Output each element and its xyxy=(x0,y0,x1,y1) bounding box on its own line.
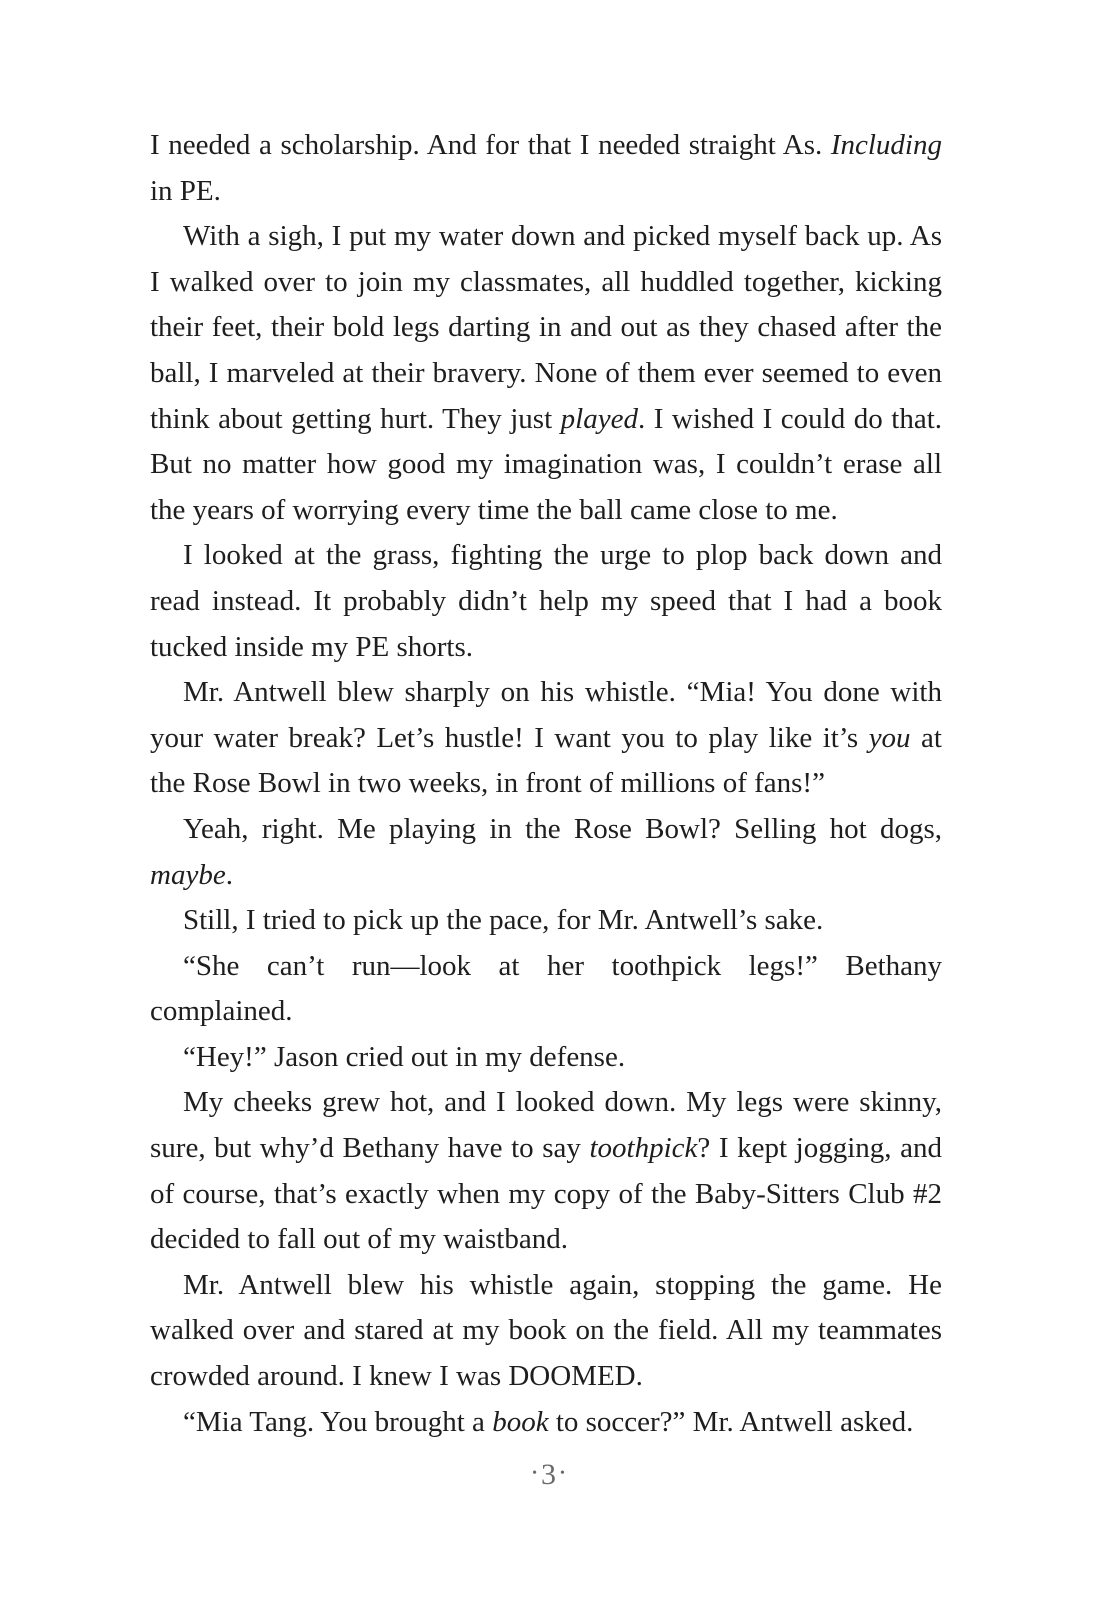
text-run: in PE. xyxy=(150,174,221,207)
paragraph xyxy=(150,1035,942,1081)
text-run: “Mia Tang. You brought a xyxy=(183,1405,493,1438)
paragraph xyxy=(150,123,942,214)
paragraph xyxy=(150,807,942,898)
text-run: at the Rose Bowl in two weeks, in front of millions of fans!” xyxy=(150,721,942,800)
text-run: I needed a scholarship. And for that I needed straight As. xyxy=(150,129,831,161)
text-run: Mr. Antwell blew his whistle again, stopping the game. He walked over and stared at my book on the field. All my teammates crowded around. I knew I was DOOMED. xyxy=(150,1268,942,1393)
page-number: 3 xyxy=(541,1458,560,1491)
paragraph xyxy=(150,898,942,944)
page-number-footer xyxy=(0,1458,1101,1492)
italic-text: toothpick xyxy=(589,1132,698,1165)
text-run: . I wished I could do that. But no matter how good my imagination was, I couldn’t erase all the years of worrying every time the ball came close to me. xyxy=(150,402,942,526)
text-run: I looked at the grass, fighting the urge to plop back down and read instead. It probably didn’t help my speed that I had a book tucked inside my PE shorts. xyxy=(150,539,942,663)
italic-text: Including xyxy=(830,129,942,161)
text-run: to soccer?” Mr. Antwell asked. xyxy=(548,1405,914,1438)
text-run: ? I kept jogging, and of course, that’s exactly when my copy of the Baby-Sitters Club #2 decided to fall out of my waistband. xyxy=(150,1132,942,1256)
italic-text: book xyxy=(492,1405,549,1438)
text-run: Yeah, right. Me playing in the Rose Bowl? Selling hot dogs, xyxy=(183,812,942,845)
text-run: With a sigh, I put my water down and picked myself back up. As I walked over to join my classmates, all huddled together, kicking their feet, their bold legs darting in and out as they chased after the ball, I marveled at their bravery. None of them ever seemed to even think about getting hurt. They just xyxy=(150,220,942,435)
text-run: . xyxy=(225,858,233,891)
paragraph xyxy=(150,1263,942,1400)
page-number-right-dot: • xyxy=(560,1466,569,1482)
page-number-left-dot: • xyxy=(532,1466,541,1482)
italic-text: played xyxy=(560,402,638,435)
text-run: “Hey!” Jason cried out in my defense. xyxy=(183,1040,626,1073)
body-text xyxy=(150,123,942,1445)
text-run: “She can’t run—look at her toothpick legs!” Bethany complained. xyxy=(150,949,942,1028)
paragraph xyxy=(150,214,942,533)
italic-text: maybe xyxy=(150,858,226,891)
paragraph xyxy=(150,1400,942,1446)
paragraph xyxy=(150,533,942,670)
paragraph xyxy=(150,1080,942,1262)
text-run: My cheeks grew hot, and I looked down. My legs were skinny, sure, but why’d Bethany have to say xyxy=(150,1086,942,1165)
paragraph xyxy=(150,944,942,1035)
text-run: Still, I tried to pick up the pace, for Mr. Antwell’s sake. xyxy=(183,904,824,937)
text-run: Mr. Antwell blew sharply on his whistle. “Mia! You done with your water break? Let’s hustle! I want you to play like it’s xyxy=(150,676,942,754)
italic-text: you xyxy=(868,721,911,754)
paragraph xyxy=(150,670,942,807)
